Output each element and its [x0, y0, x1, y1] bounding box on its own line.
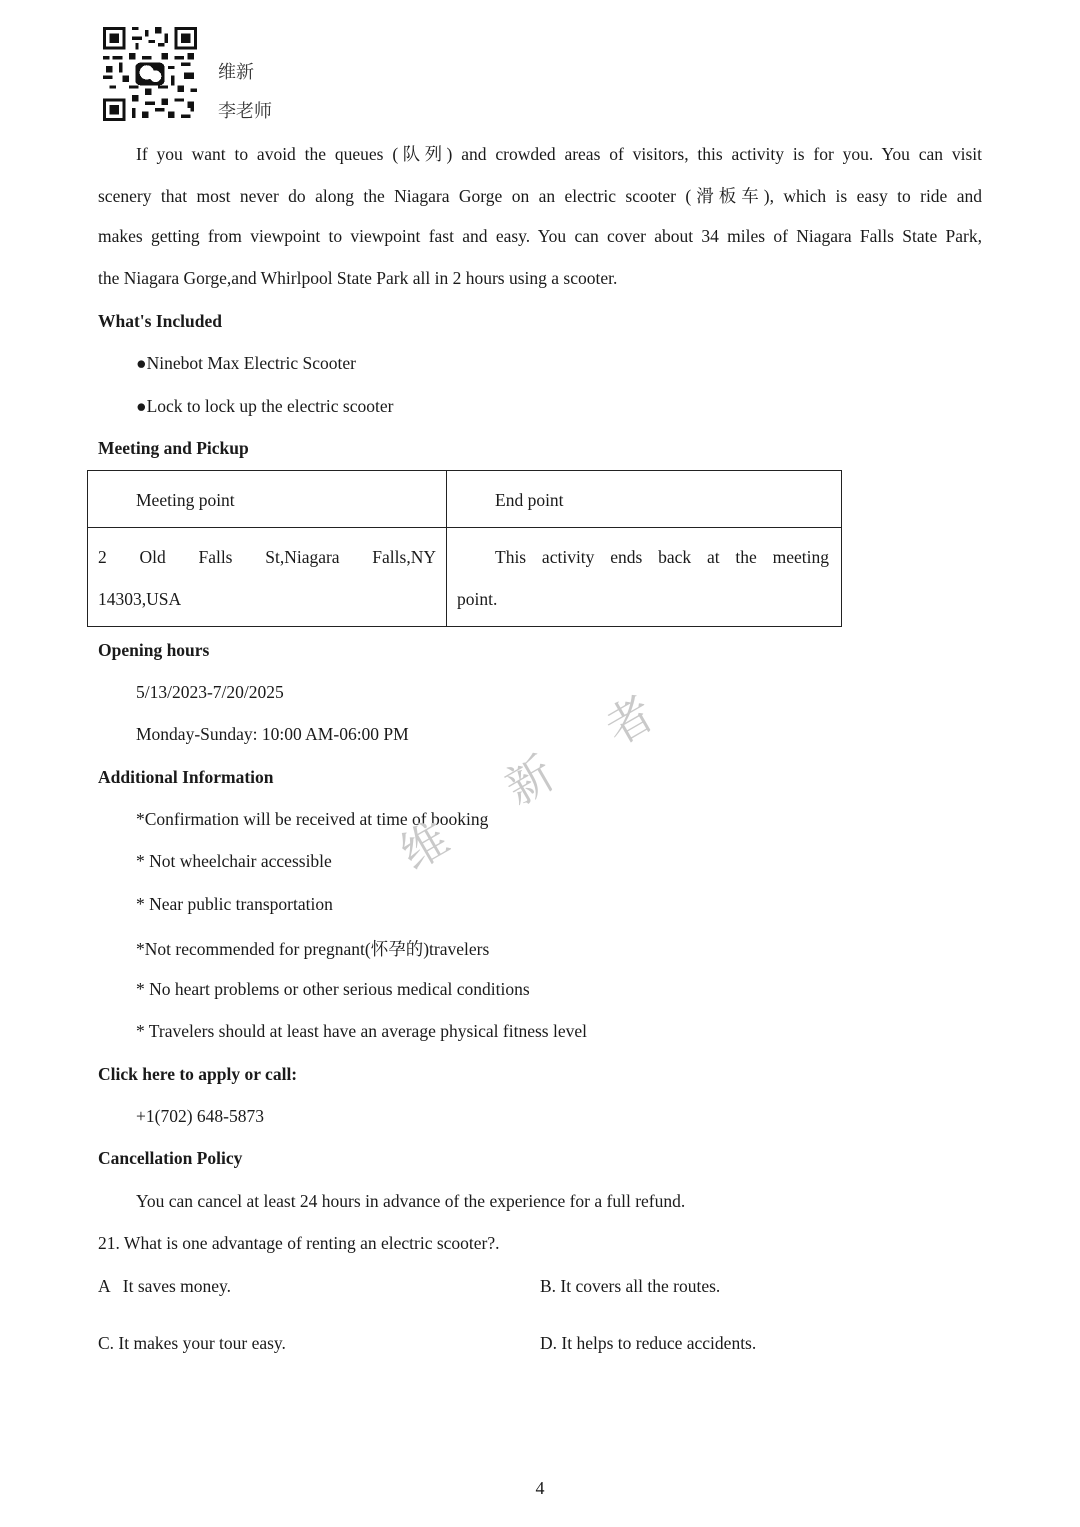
end-point-text-line1: This activity ends back at the meeting	[495, 547, 829, 567]
cancellation-text: You can cancel at least 24 hours in advance of the experience for a full refund.	[136, 1191, 686, 1211]
option-d: D. It helps to reduce accidents.	[540, 1333, 757, 1353]
intro-line-2: scenery that most never do along the Niagara Gorge on an electric scooter (滑板车), which is easy to ride and	[98, 186, 982, 206]
additional-item: * Not wheelchair accessible	[136, 851, 332, 871]
end-point-value-cell	[447, 528, 842, 627]
meeting-point-header: Meeting point	[136, 490, 235, 510]
hours-dates: 5/13/2023-7/20/2025	[136, 682, 284, 702]
hours-heading: Opening hours	[98, 640, 210, 660]
intro-line-1: If you want to avoid the queues (队列) and crowded areas of visitors, this activity is for you. You can visit	[136, 144, 982, 164]
option-a: A It saves money.	[98, 1276, 232, 1296]
included-item: ●Lock to lock up the electric scooter	[136, 396, 394, 416]
additional-item: *Confirmation will be received at time of booking	[136, 809, 489, 829]
included-heading: What's Included	[98, 311, 222, 331]
included-item: ●Ninebot Max Electric Scooter	[136, 353, 357, 373]
option-b: B. It covers all the routes.	[540, 1276, 721, 1296]
intro-line-4: the Niagara Gorge,and Whirlpool State Park all in 2 hours using a scooter.	[98, 268, 618, 288]
wechat-qr-code-icon	[103, 27, 197, 121]
teacher-name-line1: 维新	[218, 62, 254, 82]
page-number: 4	[535, 1478, 545, 1498]
meeting-point-value-cell	[88, 528, 447, 627]
question-stem: 21. What is one advantage of renting an electric scooter?.	[98, 1233, 500, 1253]
meeting-table	[87, 470, 842, 627]
cancellation-heading: Cancellation Policy	[98, 1148, 243, 1168]
meeting-point-header-cell	[88, 471, 447, 528]
teacher-name-line2: 李老师	[218, 101, 272, 121]
watermark-char: 者	[596, 685, 663, 756]
meeting-point-address-line2: 14303,USA	[98, 589, 182, 609]
apply-phone: +1(702) 648-5873	[136, 1106, 264, 1126]
intro-line-3: makes getting from viewpoint to viewpoint fast and easy. You can cover about 34 miles of Niagara Falls State Park,	[98, 226, 982, 246]
hours-times: Monday-Sunday: 10:00 AM-06:00 PM	[136, 724, 409, 744]
option-c: C. It makes your tour easy.	[98, 1333, 286, 1353]
end-point-text-line2: point.	[457, 589, 498, 609]
watermark-char: 维	[391, 810, 458, 881]
additional-item: *Not recommended for pregnant(怀孕的)travelers	[136, 939, 490, 959]
additional-item: * Travelers should at least have an average physical fitness level	[136, 1021, 587, 1041]
additional-item: * Near public transportation	[136, 894, 333, 914]
end-point-header: End point	[495, 490, 564, 510]
apply-heading: Click here to apply or call:	[98, 1064, 298, 1084]
meeting-point-address-line1: 2 Old Falls St,Niagara Falls,NY	[98, 547, 436, 567]
additional-heading: Additional Information	[98, 767, 274, 787]
end-point-header-cell	[447, 471, 842, 528]
watermark-char: 新	[496, 745, 563, 816]
meeting-heading: Meeting and Pickup	[98, 438, 249, 458]
additional-item: * No heart problems or other serious medical conditions	[136, 979, 530, 999]
